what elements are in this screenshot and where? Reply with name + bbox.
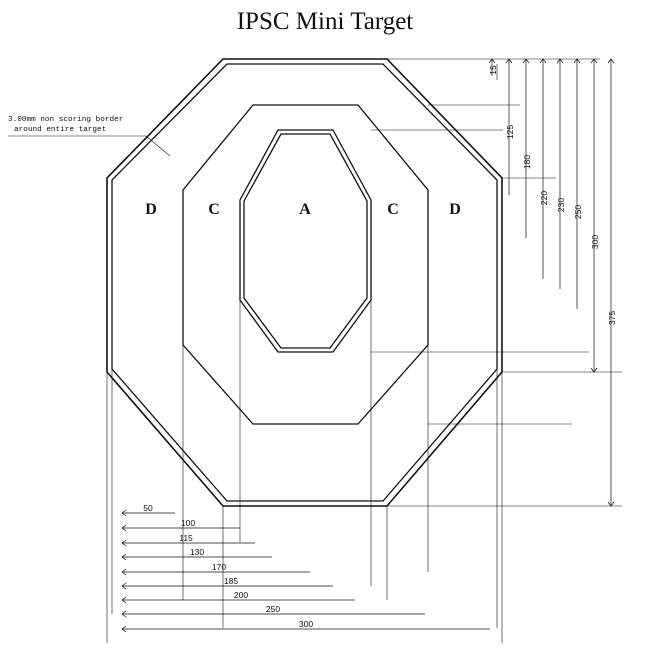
dim-label-h-100: 100 — [180, 518, 196, 528]
dim-label-15: 15 — [488, 65, 498, 75]
border-note-line2: around entire target — [14, 126, 107, 134]
dim-label-125: 125 — [505, 124, 515, 140]
border-note-line1: 3.00mm non scoring border — [8, 116, 124, 124]
dim-label-h-300: 300 — [298, 619, 314, 629]
dim-label-h-250: 250 — [265, 604, 281, 614]
zone-label-c-right: C — [387, 201, 399, 218]
dim-label-h-115: 115 — [179, 533, 193, 543]
zone-label-c-left: C — [208, 201, 220, 218]
dim-label-300: 300 — [590, 234, 600, 250]
dim-label-h-130: 130 — [189, 547, 205, 557]
zone-label-d-right: D — [449, 201, 461, 218]
dim-label-250: 250 — [573, 204, 583, 220]
dim-label-180: 180 — [522, 154, 532, 170]
dim-label-230: 230 — [556, 197, 566, 213]
dim-label-220: 220 — [539, 190, 549, 206]
dim-label-h-50: 50 — [143, 503, 153, 513]
zone-label-a: A — [299, 201, 311, 218]
dim-label-h-170: 170 — [211, 562, 227, 572]
dim-label-h-185: 185 — [223, 576, 239, 586]
zone-label-d-left: D — [145, 201, 157, 218]
page-title: IPSC Mini Target — [236, 8, 414, 35]
dim-label-375: 375 — [607, 310, 617, 326]
dim-label-h-200: 200 — [233, 590, 249, 600]
